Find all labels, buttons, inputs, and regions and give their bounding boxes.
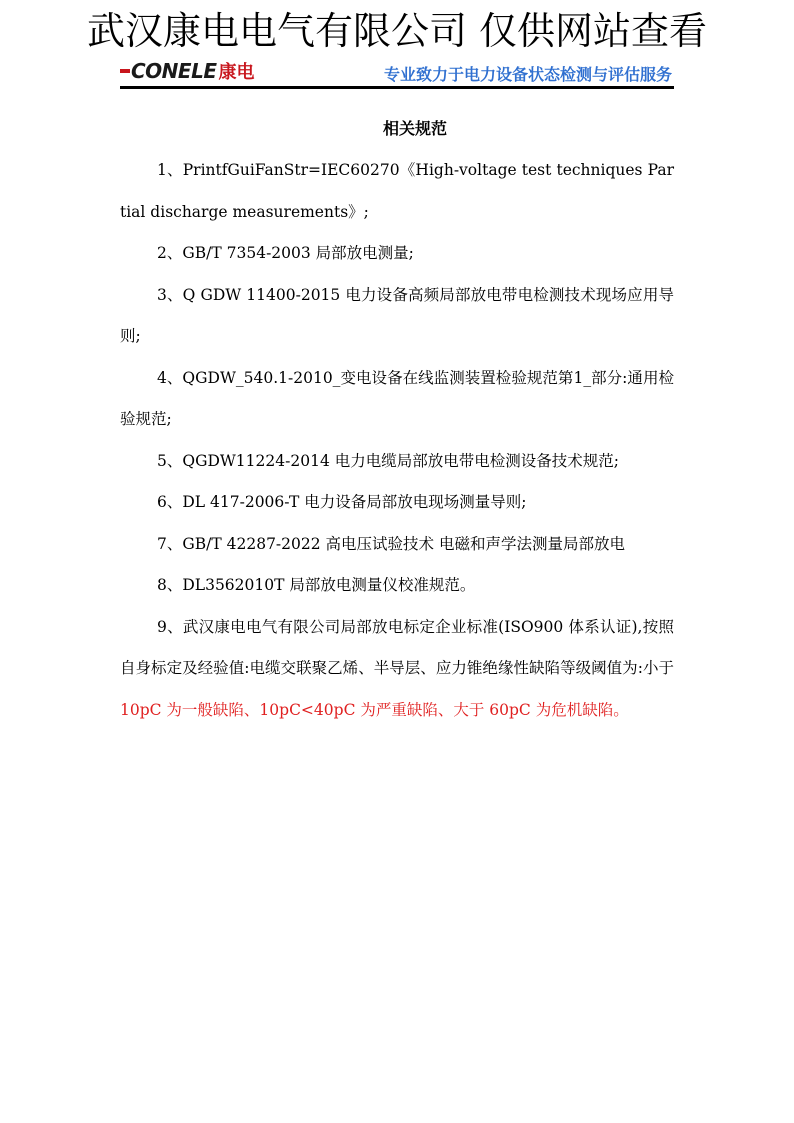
header-slogan: 专业致力于电力设备状态检测与评估服务 (383, 65, 672, 84)
logo-cn-text: 康电 (218, 62, 255, 83)
document-title: 相关规范 (382, 119, 447, 138)
list-item: 2、GB/T 7354-2003 局部放电测量; (157, 244, 414, 262)
list-item: 4、QGDW_540.1-2010_变电设备在线监测装置检验规范第1_部分:通用检验规范; (120, 368, 674, 428)
enterprise-standard-text: 9、武汉康电电气有限公司局部放电标定企业标准(ISO900 体系认证),按照自身标定及经验值:电缆交联聚乙烯、半导层、应力锥绝缘性缺陷等级阈值为:小于 (120, 617, 674, 677)
list-item: 1、PrintfGuiFanStr=IEC60270《High-voltage test techniques Partial discharge measurements》; (120, 161, 674, 221)
list-item-enterprise-standard (120, 607, 674, 732)
list-item: 8、DL3562010T 局部放电测量仪校准规范。 (157, 576, 476, 594)
page-header (120, 56, 674, 90)
list-item: 6、DL 417-2006-T 电力设备局部放电现场测量导则; (157, 493, 527, 511)
list-item: 3、Q GDW 11400-2015 电力设备高频局部放电带电检测技术现场应用导则; (120, 285, 674, 345)
company-logo (120, 58, 255, 84)
defect-threshold-text: 10pC 为一般缺陷、10pC<40pC 为严重缺陷、大于 60pC 为危机缺陷。 (120, 700, 629, 719)
watermark-title: 武汉康电电气有限公司 仅供网站查看 (86, 9, 708, 53)
standards-list (120, 150, 674, 731)
logo-text: CONELE (131, 59, 217, 83)
logo-mark-icon (120, 69, 130, 73)
list-item: 7、GB/T 42287-2022 高电压试验技术 电磁和声学法测量局部放电 (157, 534, 625, 553)
list-item: 5、QGDW11224-2014 电力电缆局部放电带电检测设备技术规范; (157, 451, 619, 470)
header-divider (120, 86, 674, 89)
